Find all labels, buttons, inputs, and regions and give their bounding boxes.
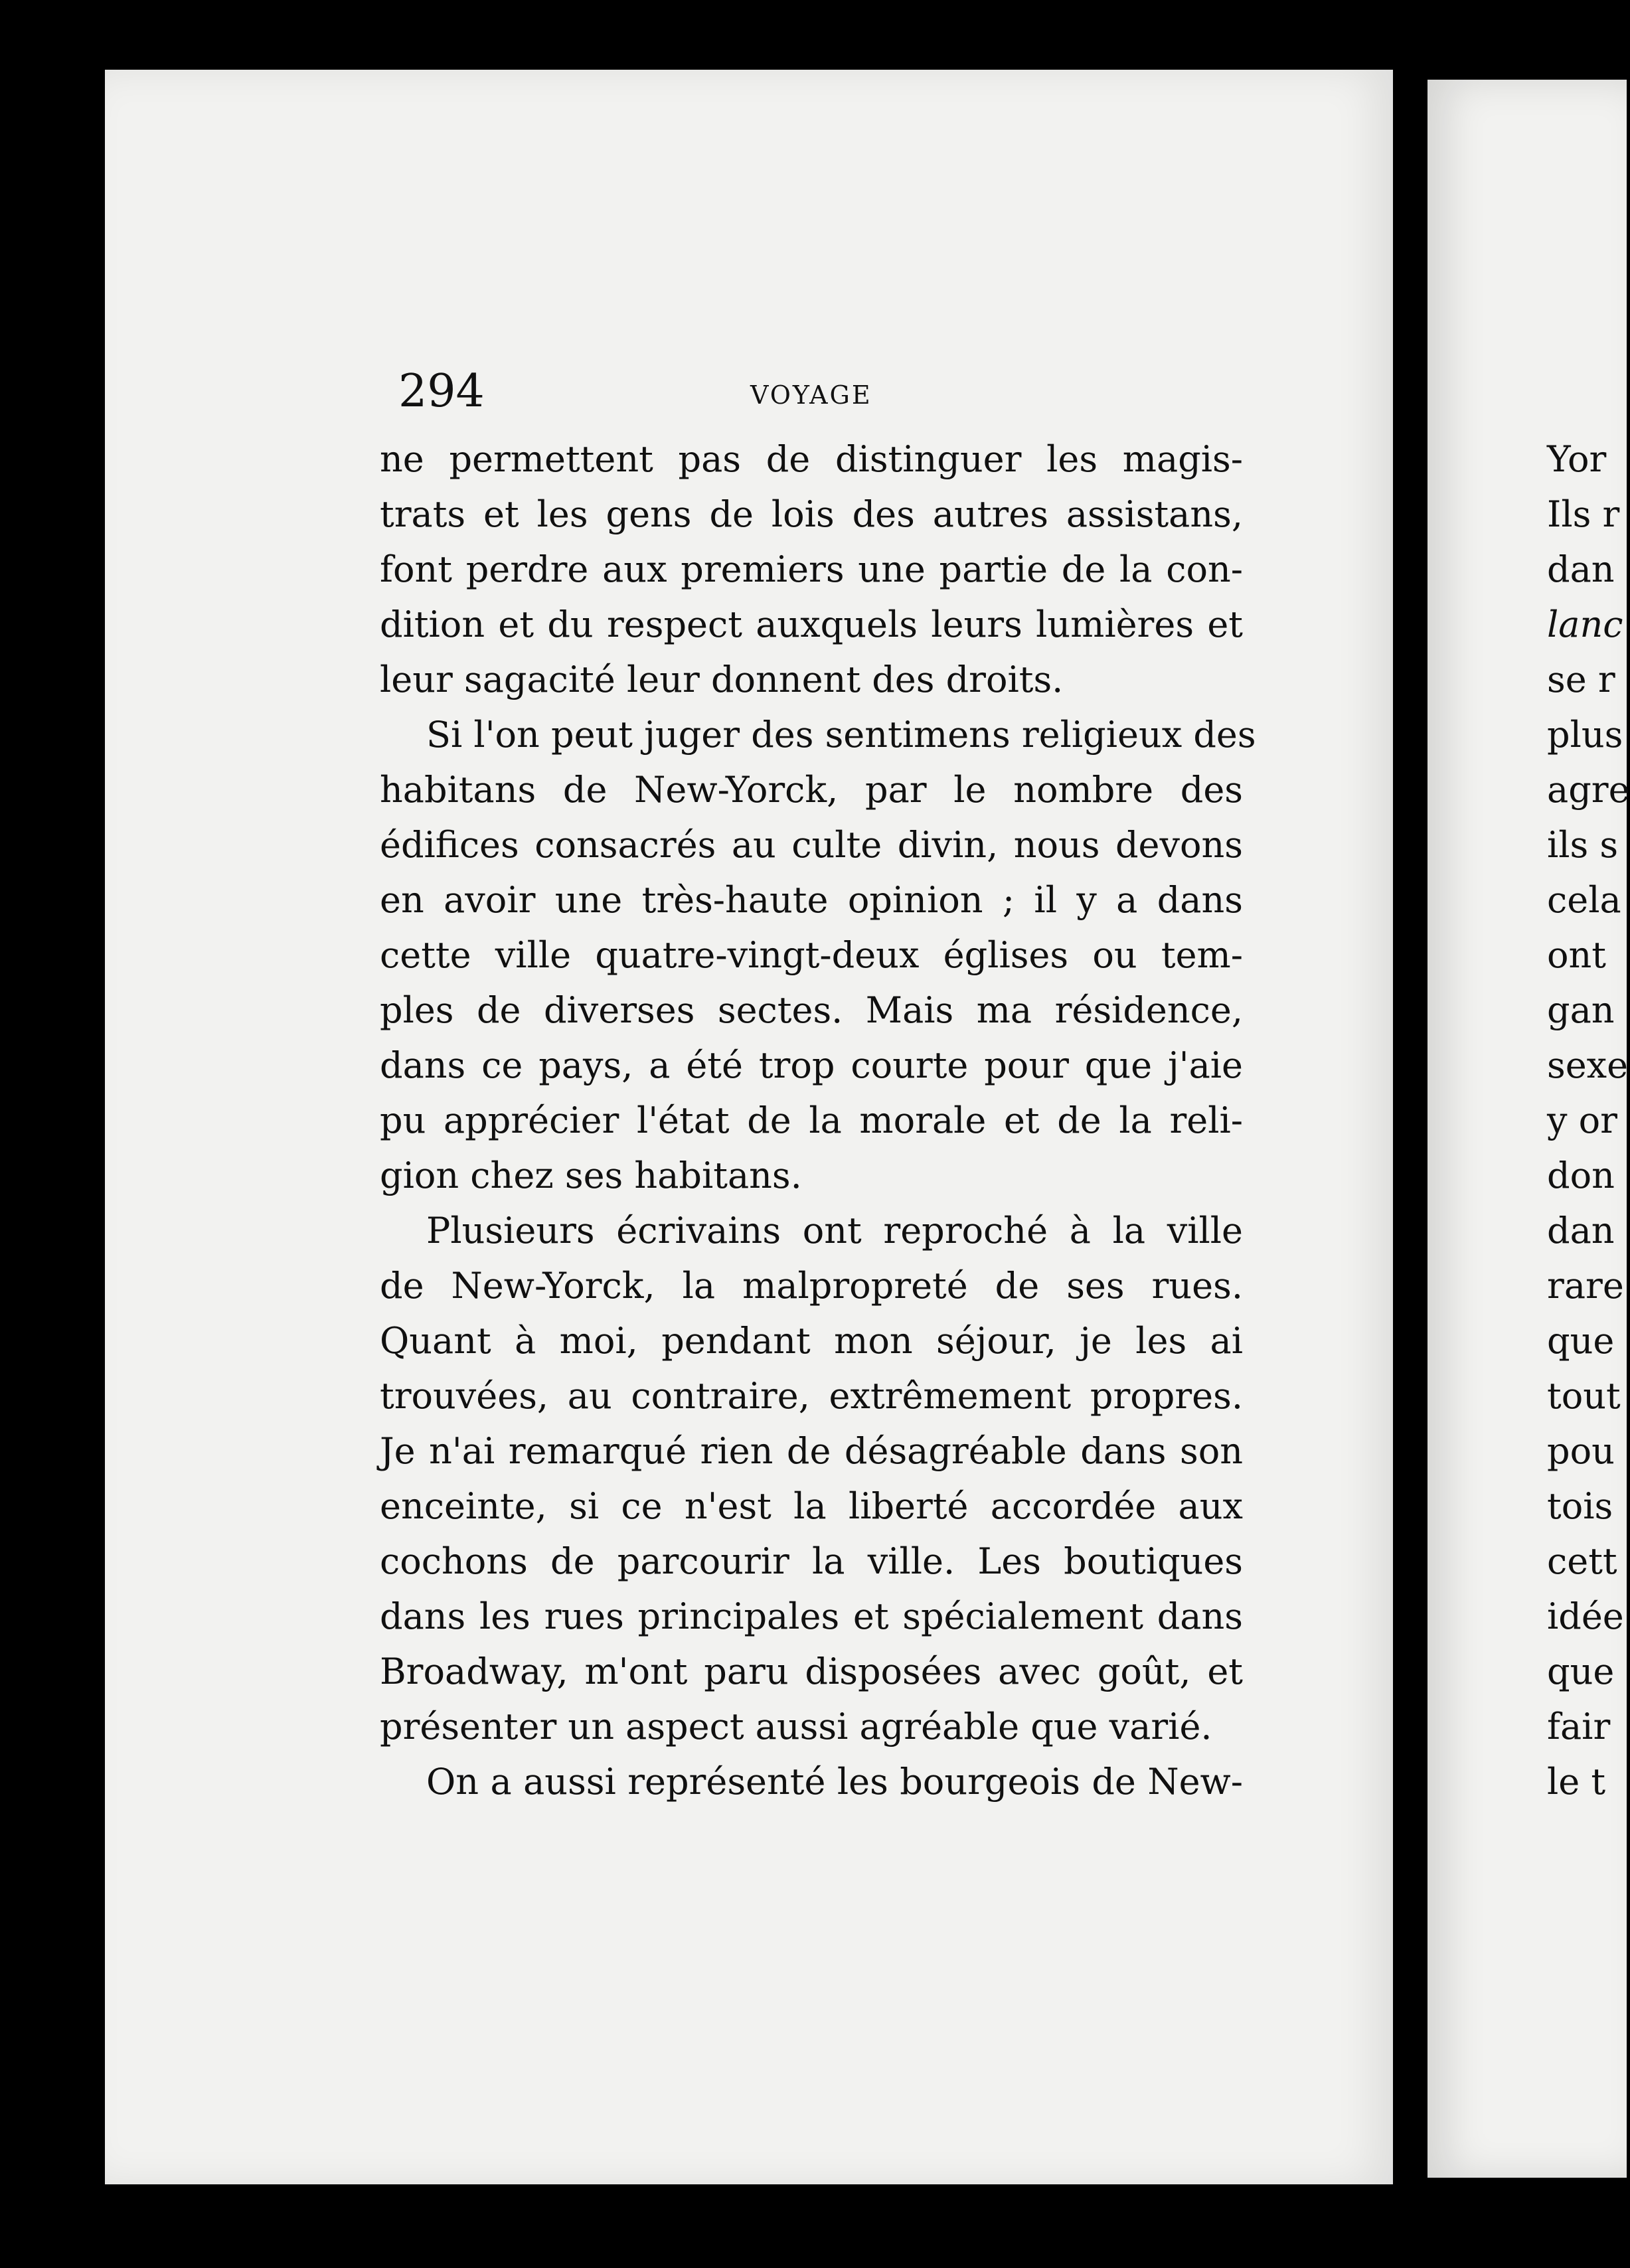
text-line: Broadway, m'ont paru disposées avec goût, et: [380, 1651, 1243, 1692]
text-line-fragment: y or: [1547, 1099, 1617, 1141]
text-line: de New-Yorck, la malpropreté de ses rues.: [380, 1265, 1243, 1307]
text-line-fragment: ils s: [1547, 824, 1619, 866]
text-line-fragment: idée: [1547, 1595, 1624, 1637]
right-page-fragments: [1547, 432, 1630, 1809]
text-line-fragment: plus: [1547, 714, 1623, 756]
text-line: cochons de parcourir la ville. Les boutiques: [380, 1540, 1243, 1582]
text-line: On a aussi représenté les bourgeois de New-: [426, 1761, 1243, 1803]
text-line: édifices consacrés au culte divin, nous devons: [380, 824, 1243, 866]
text-line-fragment: ont: [1547, 934, 1606, 976]
text-line: Si l'on peut juger des sentimens religieux des: [426, 714, 1256, 756]
text-line: présenter un aspect aussi agréable que varié.: [380, 1706, 1212, 1747]
page-header: [398, 359, 1262, 425]
text-line: trats et les gens de lois des autres assistans,: [380, 493, 1243, 535]
text-line-fragment: fair: [1547, 1706, 1611, 1747]
text-line-fragment: dan: [1547, 1210, 1615, 1252]
paragraph: [380, 432, 1243, 707]
text-line-fragment: rare: [1547, 1265, 1624, 1307]
text-line-fragment: sexe: [1547, 1044, 1629, 1086]
text-line: cette ville quatre-vingt-deux églises ou tem-: [380, 934, 1243, 976]
text-line-fragment: tout: [1547, 1375, 1621, 1417]
paragraph: [380, 707, 1256, 1203]
text-line-fragment: que: [1547, 1651, 1615, 1692]
book-gutter: [1393, 60, 1427, 2198]
text-line: ne permettent pas de distinguer les magis-: [380, 438, 1243, 480]
text-line: leur sagacité leur donnent des droits.: [380, 659, 1064, 700]
text-line-fragment: gan: [1547, 989, 1615, 1031]
text-line: font perdre aux premiers une partie de la con-: [380, 548, 1243, 590]
text-line: gion chez ses habitans.: [380, 1155, 802, 1196]
text-line: Quant à moi, pendant mon séjour, je les ai: [380, 1320, 1243, 1362]
text-line: dans ce pays, a été trop courte pour que j'aie: [380, 1044, 1243, 1086]
text-line-fragment: le t: [1547, 1761, 1606, 1803]
text-line-fragment: que: [1547, 1320, 1615, 1362]
text-line-fragment: don: [1547, 1155, 1615, 1196]
page-number: 294: [398, 365, 485, 418]
text-line-fragment: Ils r: [1547, 493, 1620, 535]
text-line-fragment: Yor: [1547, 438, 1607, 480]
text-line-fragment: pou: [1547, 1430, 1615, 1472]
text-line: dition et du respect auxquels leurs lumières et: [380, 604, 1243, 645]
text-line: trouvées, au contraire, extrêmement propres.: [380, 1375, 1243, 1417]
text-line-fragment: se r: [1547, 659, 1615, 700]
paragraph: [380, 1203, 1243, 1754]
text-line-fragment: lanc: [1547, 604, 1623, 645]
text-line-fragment: cett: [1547, 1540, 1617, 1582]
paragraph: [380, 1754, 1243, 1809]
text-line-fragment: cela: [1547, 879, 1621, 921]
text-line: habitans de New-Yorck, par le nombre des: [380, 769, 1243, 811]
text-line: Je n'ai remarqué rien de désagréable dans son: [380, 1430, 1243, 1472]
text-line-fragment: dan: [1547, 548, 1615, 590]
text-line: dans les rues principales et spécialement dans: [380, 1595, 1243, 1637]
text-line-fragment: tois: [1547, 1485, 1613, 1527]
text-line: ples de diverses sectes. Mais ma résidence,: [380, 989, 1243, 1031]
text-line: pu apprécier l'état de la morale et de la reli-: [380, 1099, 1243, 1141]
text-line: en avoir une très-haute opinion ; il y a dans: [380, 879, 1243, 921]
text-line: Plusieurs écrivains ont reproché à la ville: [426, 1210, 1243, 1252]
text-line-fragment: agre: [1547, 769, 1630, 811]
left-page-body: [380, 432, 1256, 1809]
running-head: VOYAGE: [750, 380, 872, 410]
text-line: enceinte, si ce n'est la liberté accordée aux: [380, 1485, 1243, 1527]
